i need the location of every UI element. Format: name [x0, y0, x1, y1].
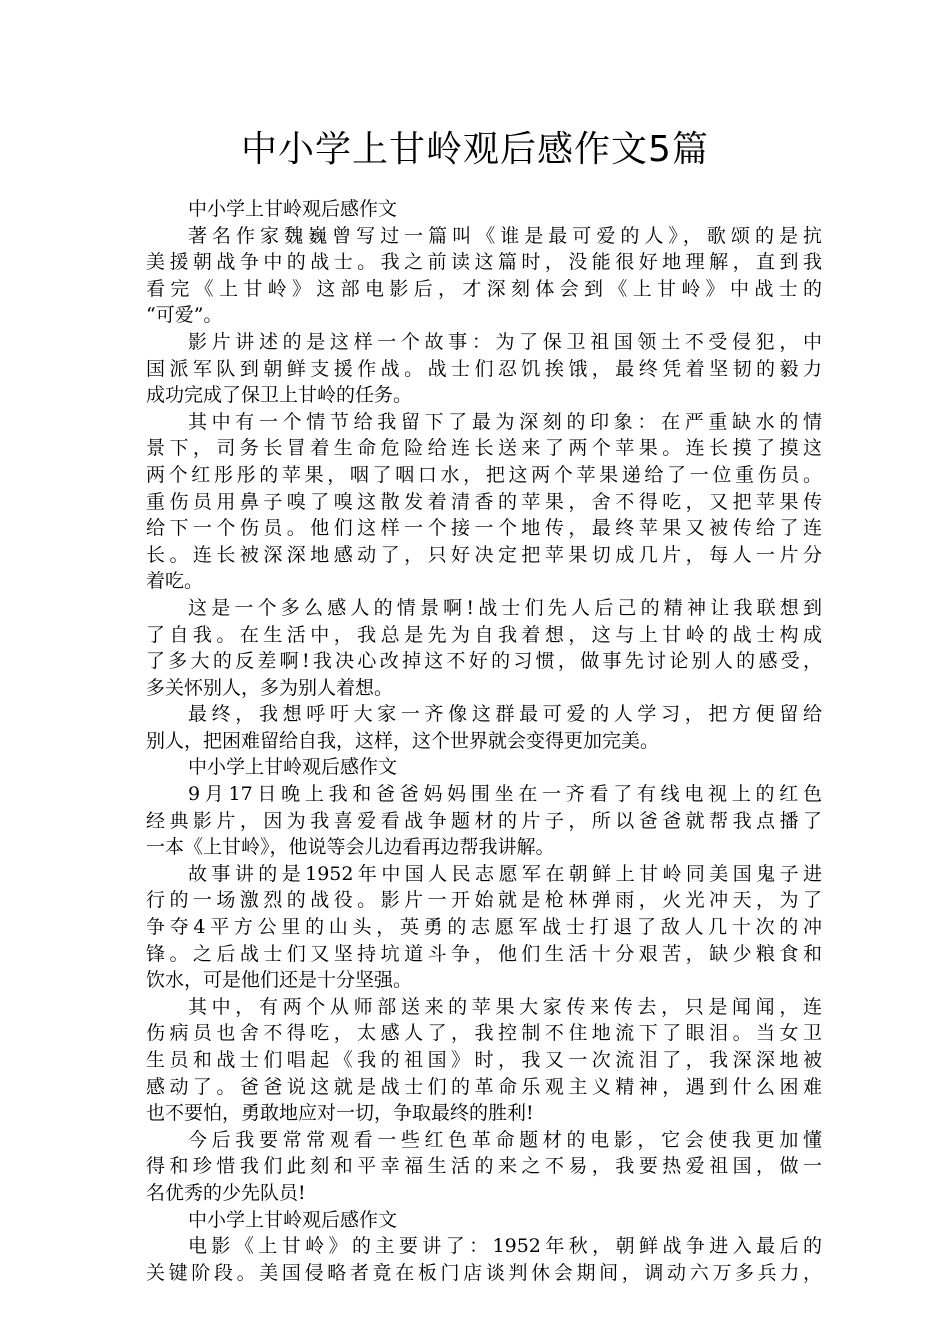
text-line: 伤病员也舍不得吃，太感人了，我控制不住地流下了眼泪。当女卫 — [146, 1022, 822, 1045]
text-line: 中小学上甘岭观后感作文 — [188, 756, 398, 779]
text-line: 饮水，可是他们还是十分坚强。 — [146, 969, 413, 992]
text-line: 中小学上甘岭观后感作文 — [188, 198, 398, 220]
text-line: 电影《上甘岭》的主要讲了：1952年秋，朝鲜战争进入最后的 — [188, 1235, 822, 1258]
text-line: 了自我。在生活中，我总是先为自我着想，这与上甘岭的战士构成 — [146, 623, 822, 646]
text-line: 了多大的反差啊!我决心改掉这不好的习惯，做事先讨论别人的感受， — [146, 650, 822, 673]
text-line: 重伤员用鼻子嗅了嗅这散发着清香的苹果，舍不得吃，又把苹果传 — [146, 490, 822, 513]
text-line: 名优秀的少先队员! — [146, 1181, 306, 1204]
document-title: 中小学上甘岭观后感作文5篇 — [241, 129, 709, 170]
text-line: 著名作家魏巍曾写过一篇叫《谁是最可爱的人》，歌颂的是抗 — [188, 224, 822, 247]
text-line: 争夺4平方公里的山头，英勇的志愿军战士打退了敌人几十次的冲 — [146, 916, 822, 939]
text-line: 这是一个多么感人的情景啊!战士们先人后己的精神让我联想到 — [188, 596, 822, 619]
text-line: 故事讲的是1952年中国人民志愿军在朝鲜上甘岭同美国鬼子进 — [188, 862, 822, 885]
text-line: 也不要怕，勇敢地应对一切，争取最终的胜利! — [146, 1102, 534, 1125]
text-line: 感动了。爸爸说这就是战士们的革命乐观主义精神，遇到什么困难 — [146, 1075, 822, 1098]
text-line: 影片讲述的是这样一个故事：为了保卫祖国领土不受侵犯，中 — [188, 330, 822, 353]
text-line: 关键阶段。美国侵略者竟在板门店谈判休会期间，调动六万多兵力， — [146, 1261, 822, 1284]
text-line: 一本《上甘岭》，他说等会儿边看再边帮我讲解。 — [146, 836, 555, 859]
text-line: 多关怀别人，多为别人着想。 — [146, 676, 394, 699]
text-line: 最终，我想呼吁大家一齐像这群最可爱的人学习，把方便留给 — [188, 703, 822, 726]
text-line: 锋。之后战士们又坚持坑道斗争，他们生活十分艰苦，缺少粮食和 — [146, 942, 822, 965]
text-line: 其中，有两个从师部送来的苹果大家传来传去，只是闻闻，连 — [188, 995, 822, 1018]
text-line: “可爱”。 — [146, 304, 223, 327]
text-line: 美援朝战争中的战士。我之前读这篇时，没能很好地理解，直到我 — [146, 251, 822, 274]
text-line: 成功完成了保卫上甘岭的任务。 — [146, 384, 413, 407]
document-body — [146, 196, 822, 1286]
text-line: 9月17日晚上我和爸爸妈妈围坐在一齐看了有线电视上的红色 — [188, 783, 822, 806]
text-line: 两个红彤彤的苹果，咽了咽口水，把这两个苹果递给了一位重伤员。 — [146, 463, 822, 486]
text-line: 中小学上甘岭观后感作文 — [188, 1208, 398, 1231]
text-line: 得和珍惜我们此刻和平幸福生活的来之不易，我要热爱祖国，做一 — [146, 1155, 822, 1178]
text-line: 国派军队到朝鲜支援作战。战士们忍饥挨饿，最终凭着坚韧的毅力 — [146, 357, 822, 380]
text-line: 看完《上甘岭》这部电影后，才深刻体会到《上甘岭》中战士的 — [146, 277, 822, 300]
text-line: 长。连长被深深地感动了，只好决定把苹果切成几片，每人一片分 — [146, 543, 822, 566]
text-line: 经典影片，因为我喜爱看战争题材的片子，所以爸爸就帮我点播了 — [146, 809, 822, 832]
text-line: 行的一场激烈的战役。影片一开始就是枪林弹雨，火光冲天，为了 — [146, 889, 822, 912]
text-line: 今后我要常常观看一些红色革命题材的电影，它会使我更加懂 — [188, 1128, 822, 1151]
text-line: 景下，司务长冒着生命危险给连长送来了两个苹果。连长摸了摸这 — [146, 437, 822, 460]
text-line: 别人，把困难留给自我，这样，这个世界就会变得更加完美。 — [146, 729, 660, 752]
text-line: 给下一个伤员。他们这样一个接一个地传，最终苹果又被传给了连 — [146, 517, 822, 540]
text-line: 生员和战士们唱起《我的祖国》时，我又一次流泪了，我深深地被 — [146, 1049, 822, 1071]
text-line: 其中有一个情节给我留下了最为深刻的印象：在严重缺水的情 — [188, 410, 822, 433]
text-line: 着吃。 — [146, 570, 204, 593]
